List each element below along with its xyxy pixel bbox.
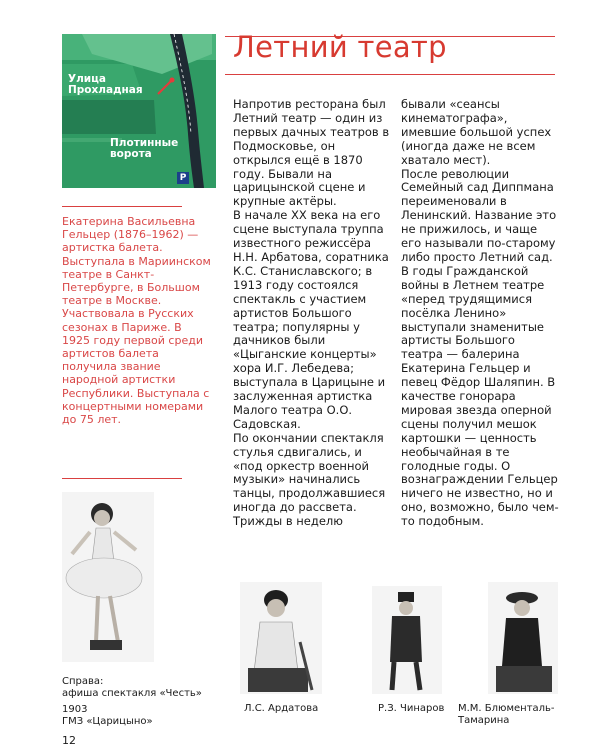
paragraph: В начале XX века на его сцене выступала труппа известного режиссёра Н.Н. Арбатова, соратника К.С. Станиславского; в 1913 году состоялся спектакль с участием артистов Большого театра; популярны у дачников были «Цыганские концерты» хора И.Г. Лебедева; выступала в Царицыне и заслуженная артистка Малого театра О.О. Садовская.: [233, 208, 389, 431]
caption-line: афиша спектакля «Честь»: [62, 688, 202, 699]
sidebar-rule-bottom: [62, 478, 182, 479]
article-column-2: [401, 98, 559, 529]
paragraph: После революции Семейный сад Диппмана переименовали в Ленинский. Название это не прижилось, и чаще его называли по-старому либо просто Летний сад.: [401, 166, 557, 264]
article-title: Летний театр: [233, 30, 447, 64]
street-label: Улица Прохладная: [68, 73, 143, 96]
photo-caption-ardatova: Л.С. Ардатова: [244, 703, 319, 714]
parking-icon: P: [177, 172, 189, 184]
paragraph: Напротив ресторана был Летний театр — один из первых дачных театров в Подмосковье, он открылся ещё в 1870 году. Бывали на царицынской сцене и крупные актёры.: [233, 97, 390, 209]
poster-caption: [62, 676, 212, 728]
gate-label: Плотинные ворота: [110, 137, 179, 160]
chinarov-photo: [372, 586, 442, 694]
caption-line: Справа:: [62, 676, 104, 687]
ardatova-photo: [240, 582, 322, 694]
photo-caption-chinarov: Р.З. Чинаров: [378, 703, 445, 714]
caption-line: ГМЗ «Царицыно»: [62, 716, 153, 727]
paragraph: В годы Гражданской войны в Летнем театре «перед трудящимися посёлка Ленино» выступали знаменитые артисты Большого театра — балерина Екатерина Гельцер и певец Фёдор Шаляпин. В качестве гонорара мировая звезда оперной сцены получил мешок картошки — ценность необычайная в те голодные годы. О вознаграждении Гельцер ничего не известно, но и оно, возможно, было чем-то подобным.: [401, 263, 559, 529]
caption-line: 1903: [62, 704, 88, 715]
paragraph: По окончании спектакля стулья сдвигались, и «под оркестр военной музыки» начинались танцы, продолжавшиеся иногда до рассвета. Трижды в неделю: [233, 430, 386, 529]
map-fragment: [62, 34, 216, 188]
sidebar-note: [62, 215, 212, 426]
blyumental-tamarina-photo: [488, 582, 558, 694]
title-underline: [225, 74, 555, 75]
paragraph: бывали «сеансы кинематографа», имевшие большой успех (иногда даже не всем хватало мест).: [401, 97, 552, 167]
page-number: 12: [62, 734, 76, 747]
sidebar-rule-top: [62, 206, 182, 207]
ballerina-photo: [62, 492, 154, 662]
photo-caption-blyumental-tamarina: М.М. Блюменталь- Тамарина: [458, 703, 555, 726]
article-column-1: [233, 98, 391, 529]
map-graphic: [62, 34, 216, 188]
sidebar-text: Екатерина Васильевна Гельцер (1876–1962) — артистка балета. Выступала в Мариинском театре в Санкт-Петербурге, в Большом театре в Москве. Участвовала в Русских сезонах в Париже. В 1925 году первой среди артистов балета получила звание народной артистки Республики. Выступала с концертными номерами до 75 лет.: [62, 215, 211, 427]
